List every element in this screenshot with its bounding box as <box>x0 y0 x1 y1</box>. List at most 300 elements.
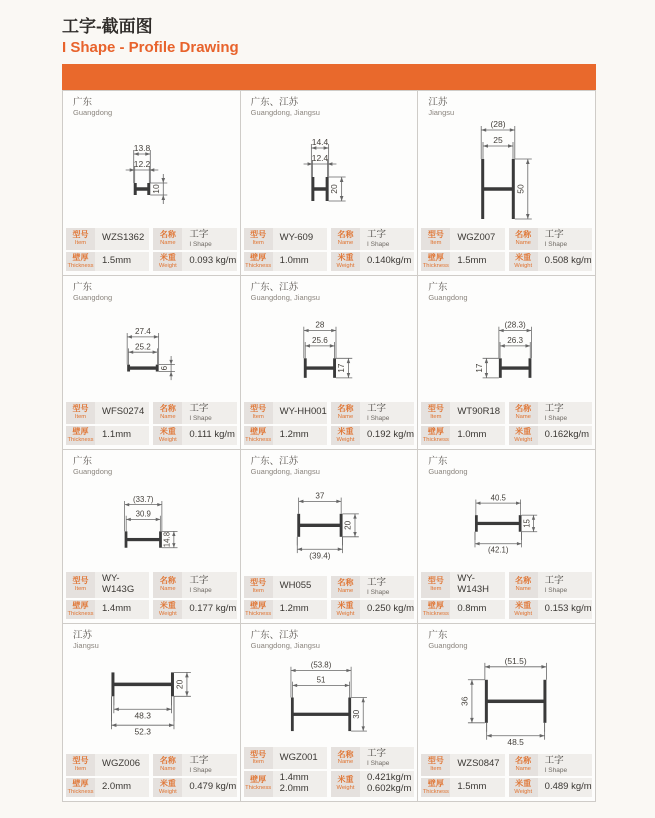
svg-text:14.4: 14.4 <box>311 137 329 148</box>
item-value-line: WH055 <box>279 580 312 592</box>
weight-pair <box>331 771 414 797</box>
name-label <box>331 228 360 250</box>
weight-label <box>331 771 360 797</box>
weight-label-zh: 米重 <box>159 600 176 610</box>
weight-label-zh: 米重 <box>337 775 354 785</box>
region-label-zh: 广东、江苏 <box>250 97 299 108</box>
thickness-value <box>273 252 327 271</box>
thickness-label-en: Thickness <box>422 610 449 617</box>
thickness-pair <box>244 771 327 797</box>
thickness-pair <box>244 426 327 445</box>
region-label-en: Guangdong, Jiangsu <box>250 640 320 650</box>
spec-row-1 <box>421 754 592 776</box>
item-value-line: WT90R18 <box>457 406 501 418</box>
item-label-zh: 型号 <box>250 578 267 588</box>
name-label-en: Name <box>515 766 531 772</box>
item-label <box>421 572 450 598</box>
spec-row-1 <box>421 572 592 598</box>
name-value-line: 工字 <box>367 748 387 760</box>
thickness-label-en: Thickness <box>245 436 272 443</box>
svg-text:(33.7): (33.7) <box>132 495 154 505</box>
item-pair <box>244 228 327 250</box>
region-label-zh: 广东 <box>73 456 93 467</box>
region-label <box>418 624 595 650</box>
region-label-zh: 江苏 <box>428 97 448 108</box>
thickness-pair <box>421 778 504 797</box>
name-label-en: Name <box>515 414 531 420</box>
name-value <box>538 572 592 598</box>
svg-text:50: 50 <box>514 184 525 195</box>
weight-value <box>538 252 592 271</box>
spec-row-1 <box>244 747 415 769</box>
thickness-label <box>66 252 95 271</box>
region-label-en: Guangdong <box>428 640 468 650</box>
thickness-pair <box>66 600 149 619</box>
item-label <box>244 576 273 598</box>
weight-value <box>360 252 414 271</box>
name-value-line: 工字 <box>544 402 564 414</box>
spec-table <box>241 747 418 801</box>
thickness-label <box>244 771 273 797</box>
weight-pair <box>509 426 592 445</box>
name-value <box>360 576 414 598</box>
item-value <box>450 572 504 598</box>
svg-text:20: 20 <box>344 520 354 531</box>
weight-label-en: Weight <box>336 262 355 269</box>
spec-table <box>241 576 418 623</box>
thickness-pair <box>421 252 504 271</box>
svg-text:20: 20 <box>174 679 185 690</box>
item-pair <box>421 754 504 776</box>
region-label-en: Guangdong <box>428 466 468 476</box>
profile-drawing <box>241 476 418 576</box>
spec-table <box>241 402 418 449</box>
page-header <box>0 0 655 57</box>
profile-drawing <box>63 650 240 754</box>
name-pair <box>331 228 414 250</box>
profile-cell-WFS0274 <box>63 276 240 449</box>
svg-text:15: 15 <box>522 519 532 528</box>
svg-text:17: 17 <box>337 363 347 373</box>
item-label <box>244 402 273 424</box>
name-label-zh: 名称 <box>337 578 354 588</box>
item-label-zh: 型号 <box>72 230 89 240</box>
item-label-en: Item <box>74 414 87 420</box>
name-value-line: I Shape <box>367 588 390 596</box>
spec-row-1 <box>244 576 415 598</box>
item-label <box>244 747 273 769</box>
item-label <box>66 228 95 250</box>
name-pair <box>331 402 414 424</box>
weight-value <box>360 600 414 619</box>
profile-cell-WY-609 <box>241 91 418 275</box>
svg-text:30: 30 <box>351 710 361 719</box>
thickness-label <box>421 426 450 445</box>
name-label-en: Name <box>337 759 354 766</box>
name-label-en: Name <box>337 414 354 420</box>
svg-text:(51.5): (51.5) <box>504 656 527 667</box>
item-value <box>273 747 327 769</box>
spec-row-2 <box>421 252 592 271</box>
item-label-en: Item <box>252 759 264 766</box>
profile-drawing <box>418 302 595 402</box>
thickness-label <box>66 778 95 797</box>
thickness-pair <box>66 778 149 797</box>
spec-row-2 <box>66 426 237 445</box>
thickness-value <box>273 426 327 445</box>
item-label <box>66 402 95 424</box>
weight-label <box>331 426 360 445</box>
thickness-value <box>450 600 504 619</box>
item-label-zh: 型号 <box>72 576 89 586</box>
thickness-label <box>421 600 450 619</box>
spec-row-2 <box>244 600 415 619</box>
name-value-line: I Shape <box>367 414 390 422</box>
spec-table <box>418 402 595 449</box>
name-label <box>153 572 182 598</box>
name-value <box>182 754 236 776</box>
name-label <box>331 747 360 769</box>
weight-label <box>509 600 538 619</box>
weight-pair <box>509 252 592 271</box>
thickness-label <box>244 252 273 271</box>
spec-row-1 <box>421 402 592 424</box>
thickness-value-line: 1.0mm <box>457 428 487 440</box>
thickness-value <box>95 252 149 271</box>
item-label-en: Item <box>74 586 87 593</box>
weight-label-en: Weight <box>514 788 533 795</box>
weight-pair <box>509 600 592 619</box>
region-label-en: Guangdong <box>73 107 113 117</box>
profile-cell-WGZ001 <box>241 624 418 801</box>
name-value <box>182 228 236 250</box>
thickness-label-zh: 壁厚 <box>250 252 267 262</box>
weight-value-line: 0.153 kg/m <box>544 602 592 614</box>
weight-label-en: Weight <box>336 436 355 443</box>
svg-text:12.2: 12.2 <box>134 159 151 170</box>
spec-row-2 <box>66 600 237 619</box>
name-label-zh: 名称 <box>337 749 354 759</box>
weight-value-line: 0.140kg/m <box>367 254 412 266</box>
item-value-line: WY-609 <box>279 232 314 244</box>
name-label <box>509 228 538 250</box>
name-value-line: 工字 <box>367 402 387 414</box>
thickness-pair <box>421 426 504 445</box>
thickness-label-zh: 壁厚 <box>427 778 444 788</box>
item-label <box>66 754 95 776</box>
region-label-zh: 广东 <box>428 282 448 293</box>
name-label-zh: 名称 <box>515 404 532 414</box>
profile-cell-WZS0847 <box>418 624 595 801</box>
region-label-en: Guangdong, Jiangsu <box>250 292 320 302</box>
weight-label <box>509 778 538 797</box>
item-label-zh: 型号 <box>250 404 267 414</box>
i-shape-section-svg <box>73 302 230 402</box>
name-pair <box>509 402 592 424</box>
name-pair <box>331 576 414 598</box>
thickness-label-en: Thickness <box>422 788 449 795</box>
name-pair <box>153 754 236 776</box>
item-value-line: WGZ007 <box>457 232 496 244</box>
spec-row-1 <box>66 754 237 776</box>
weight-value-line: 0.508 kg/m <box>544 254 592 266</box>
weight-value <box>538 778 592 797</box>
item-value <box>273 576 327 598</box>
item-pair <box>244 576 327 598</box>
weight-label-en: Weight <box>158 788 177 795</box>
name-value-line: 工字 <box>544 228 564 240</box>
item-value <box>95 402 149 424</box>
spec-table <box>418 228 595 275</box>
thickness-label-en: Thickness <box>67 788 94 795</box>
spec-row-2 <box>244 771 415 797</box>
i-shape-section-svg <box>76 476 227 572</box>
thickness-label-zh: 壁厚 <box>427 426 444 436</box>
name-label-en: Name <box>515 240 531 246</box>
name-value <box>360 228 414 250</box>
svg-text:12.4: 12.4 <box>311 153 329 164</box>
name-value <box>538 228 592 250</box>
name-value <box>360 747 414 769</box>
item-pair <box>421 572 504 598</box>
item-value <box>450 228 504 250</box>
item-value <box>273 228 327 250</box>
name-label <box>331 576 360 598</box>
weight-value <box>182 252 236 271</box>
profile-cell-WH055 <box>241 450 418 623</box>
weight-label <box>153 600 182 619</box>
name-pair <box>153 572 236 598</box>
name-label-en: Name <box>160 414 176 420</box>
spec-table <box>63 228 240 275</box>
region-label-en: Jiangsu <box>73 640 99 650</box>
profile-drawing <box>63 117 240 228</box>
item-value-line: WZS0847 <box>457 758 500 770</box>
svg-text:26.3: 26.3 <box>507 336 524 346</box>
thickness-label-en: Thickness <box>67 262 94 269</box>
name-label <box>153 402 182 424</box>
region-label <box>418 276 595 302</box>
name-value-line: 工字 <box>367 576 387 588</box>
thickness-value-line: 1.4mm <box>102 602 132 614</box>
profile-drawing <box>241 302 418 402</box>
thickness-pair <box>66 252 149 271</box>
thickness-pair <box>244 600 327 619</box>
profile-drawing <box>418 650 595 754</box>
thickness-value <box>95 600 149 619</box>
profile-drawing <box>63 302 240 402</box>
name-value-line: I Shape <box>544 414 568 422</box>
region-label-en: Jiangsu <box>428 107 455 117</box>
item-pair <box>421 402 504 424</box>
i-shape-section-svg <box>425 650 588 754</box>
weight-value <box>360 426 414 445</box>
name-pair <box>509 228 592 250</box>
name-value-line: I Shape <box>189 586 212 594</box>
svg-text:25.6: 25.6 <box>312 336 329 346</box>
spec-table <box>63 572 240 623</box>
thickness-label-en: Thickness <box>422 262 449 269</box>
thickness-value <box>450 778 504 797</box>
svg-text:17: 17 <box>475 363 485 373</box>
svg-text:(53.8): (53.8) <box>310 660 331 670</box>
svg-text:40.5: 40.5 <box>490 493 506 503</box>
thickness-label-en: Thickness <box>245 785 272 792</box>
name-label-zh: 名称 <box>515 230 532 240</box>
thickness-label-zh: 壁厚 <box>72 252 89 262</box>
weight-value <box>538 600 592 619</box>
i-shape-section-svg <box>69 120 233 224</box>
region-label <box>241 624 418 650</box>
item-label-en: Item <box>74 766 87 772</box>
name-label-en: Name <box>160 766 176 772</box>
weight-value <box>360 771 414 797</box>
item-label <box>66 572 95 598</box>
thickness-value-line: 1.1mm <box>102 428 132 440</box>
weight-pair <box>153 600 236 619</box>
region-label-zh: 广东 <box>73 97 93 108</box>
name-value-line: I Shape <box>544 240 568 248</box>
item-label-zh: 型号 <box>250 749 267 759</box>
weight-value-line: 0.093 kg/m <box>189 254 237 266</box>
item-value-line: WY-W143G <box>102 572 135 595</box>
weight-label-zh: 米重 <box>159 778 176 788</box>
thickness-label-en: Thickness <box>245 610 272 617</box>
thickness-value <box>450 252 504 271</box>
weight-value <box>182 778 236 797</box>
svg-text:14.8: 14.8 <box>162 532 172 548</box>
item-label-zh: 型号 <box>72 404 89 414</box>
weight-label <box>509 252 538 271</box>
accent-bar <box>62 64 596 90</box>
weight-label-en: Weight <box>158 436 177 443</box>
thickness-value-line: 1.4mm <box>279 772 309 784</box>
spec-table <box>63 402 240 449</box>
thickness-label <box>66 600 95 619</box>
name-label-zh: 名称 <box>159 404 176 414</box>
i-shape-section-svg <box>428 302 585 402</box>
thickness-label-en: Thickness <box>67 610 94 617</box>
weight-label-en: Weight <box>514 262 533 269</box>
name-value <box>538 402 592 424</box>
name-value-line: 工字 <box>367 228 387 240</box>
thickness-value <box>95 426 149 445</box>
weight-value-line: 0.479 kg/m <box>189 780 237 792</box>
spec-row-1 <box>66 572 237 598</box>
weight-label-zh: 米重 <box>337 426 354 436</box>
thickness-value <box>450 426 504 445</box>
weight-pair <box>153 426 236 445</box>
thickness-value-line: 1.2mm <box>279 428 309 440</box>
thickness-pair <box>421 600 504 619</box>
profile-cell-WY-W143H <box>418 450 595 623</box>
item-value-line: WFS0274 <box>102 406 145 418</box>
svg-text:10: 10 <box>151 184 162 195</box>
thickness-label <box>421 252 450 271</box>
weight-label-en: Weight <box>158 262 177 269</box>
svg-text:27.4: 27.4 <box>134 327 151 337</box>
thickness-label-zh: 壁厚 <box>250 600 267 610</box>
svg-text:(28): (28) <box>490 120 506 130</box>
spec-row-1 <box>244 402 415 424</box>
name-pair <box>331 747 414 769</box>
item-label-en: Item <box>430 586 442 593</box>
name-value-line: I Shape <box>189 766 212 774</box>
svg-text:30.9: 30.9 <box>135 509 151 519</box>
region-label <box>418 91 595 117</box>
spec-row-1 <box>66 402 237 424</box>
region-label <box>63 91 240 117</box>
spec-row-1 <box>66 228 237 250</box>
name-value-line: I Shape <box>544 766 568 774</box>
svg-text:(39.4): (39.4) <box>309 551 331 561</box>
i-shape-section-svg <box>425 120 589 224</box>
thickness-label <box>244 426 273 445</box>
thickness-pair <box>244 252 327 271</box>
thickness-label-zh: 壁厚 <box>250 775 267 785</box>
profile-cell-WY-HH001 <box>241 276 418 449</box>
thickness-label-en: Thickness <box>67 436 94 443</box>
name-value <box>360 402 414 424</box>
region-label <box>241 276 418 302</box>
weight-pair <box>331 600 414 619</box>
weight-label-zh: 米重 <box>515 426 532 436</box>
weight-value-line: 0.421kg/m <box>367 772 412 784</box>
svg-text:6: 6 <box>159 365 169 371</box>
region-label <box>418 450 595 476</box>
weight-pair <box>153 252 236 271</box>
profile-cell-WGZ006 <box>63 624 240 801</box>
item-pair <box>244 402 327 424</box>
item-value <box>95 572 149 598</box>
profile-drawing <box>418 117 595 228</box>
item-label-zh: 型号 <box>72 756 89 766</box>
item-pair <box>66 572 149 598</box>
thickness-value-line: 2.0mm <box>279 783 309 795</box>
name-value-line: 工字 <box>544 574 564 586</box>
region-label <box>63 276 240 302</box>
profile-cell-WZS1362 <box>63 91 240 275</box>
name-label <box>153 754 182 776</box>
thickness-label <box>421 778 450 797</box>
thickness-label-zh: 壁厚 <box>250 426 267 436</box>
thickness-value-line: 1.2mm <box>279 602 309 614</box>
weight-label-zh: 米重 <box>159 426 176 436</box>
svg-text:20: 20 <box>329 184 340 195</box>
name-label-zh: 名称 <box>159 230 176 240</box>
i-shape-section-svg <box>247 120 411 224</box>
spec-row-2 <box>421 778 592 797</box>
name-value-line: I Shape <box>189 240 212 248</box>
name-value-line: 工字 <box>189 228 209 240</box>
region-label-zh: 广东、江苏 <box>250 456 299 467</box>
region-label-en: Guangdong <box>73 466 113 476</box>
profile-cell-WY-W143G <box>63 450 240 623</box>
thickness-value-line: 2.0mm <box>102 780 132 792</box>
thickness-value-line: 0.8mm <box>457 602 487 614</box>
weight-label-zh: 米重 <box>159 252 176 262</box>
item-label-zh: 型号 <box>250 230 267 240</box>
item-label-en: Item <box>74 240 87 246</box>
region-label-zh: 广东 <box>428 456 448 467</box>
name-pair <box>509 754 592 776</box>
region-label-zh: 广东 <box>73 282 93 293</box>
item-label-en: Item <box>252 414 264 420</box>
name-label-zh: 名称 <box>515 756 532 766</box>
name-value-line: 工字 <box>189 754 209 766</box>
svg-text:13.8: 13.8 <box>134 143 151 154</box>
item-pair <box>421 228 504 250</box>
